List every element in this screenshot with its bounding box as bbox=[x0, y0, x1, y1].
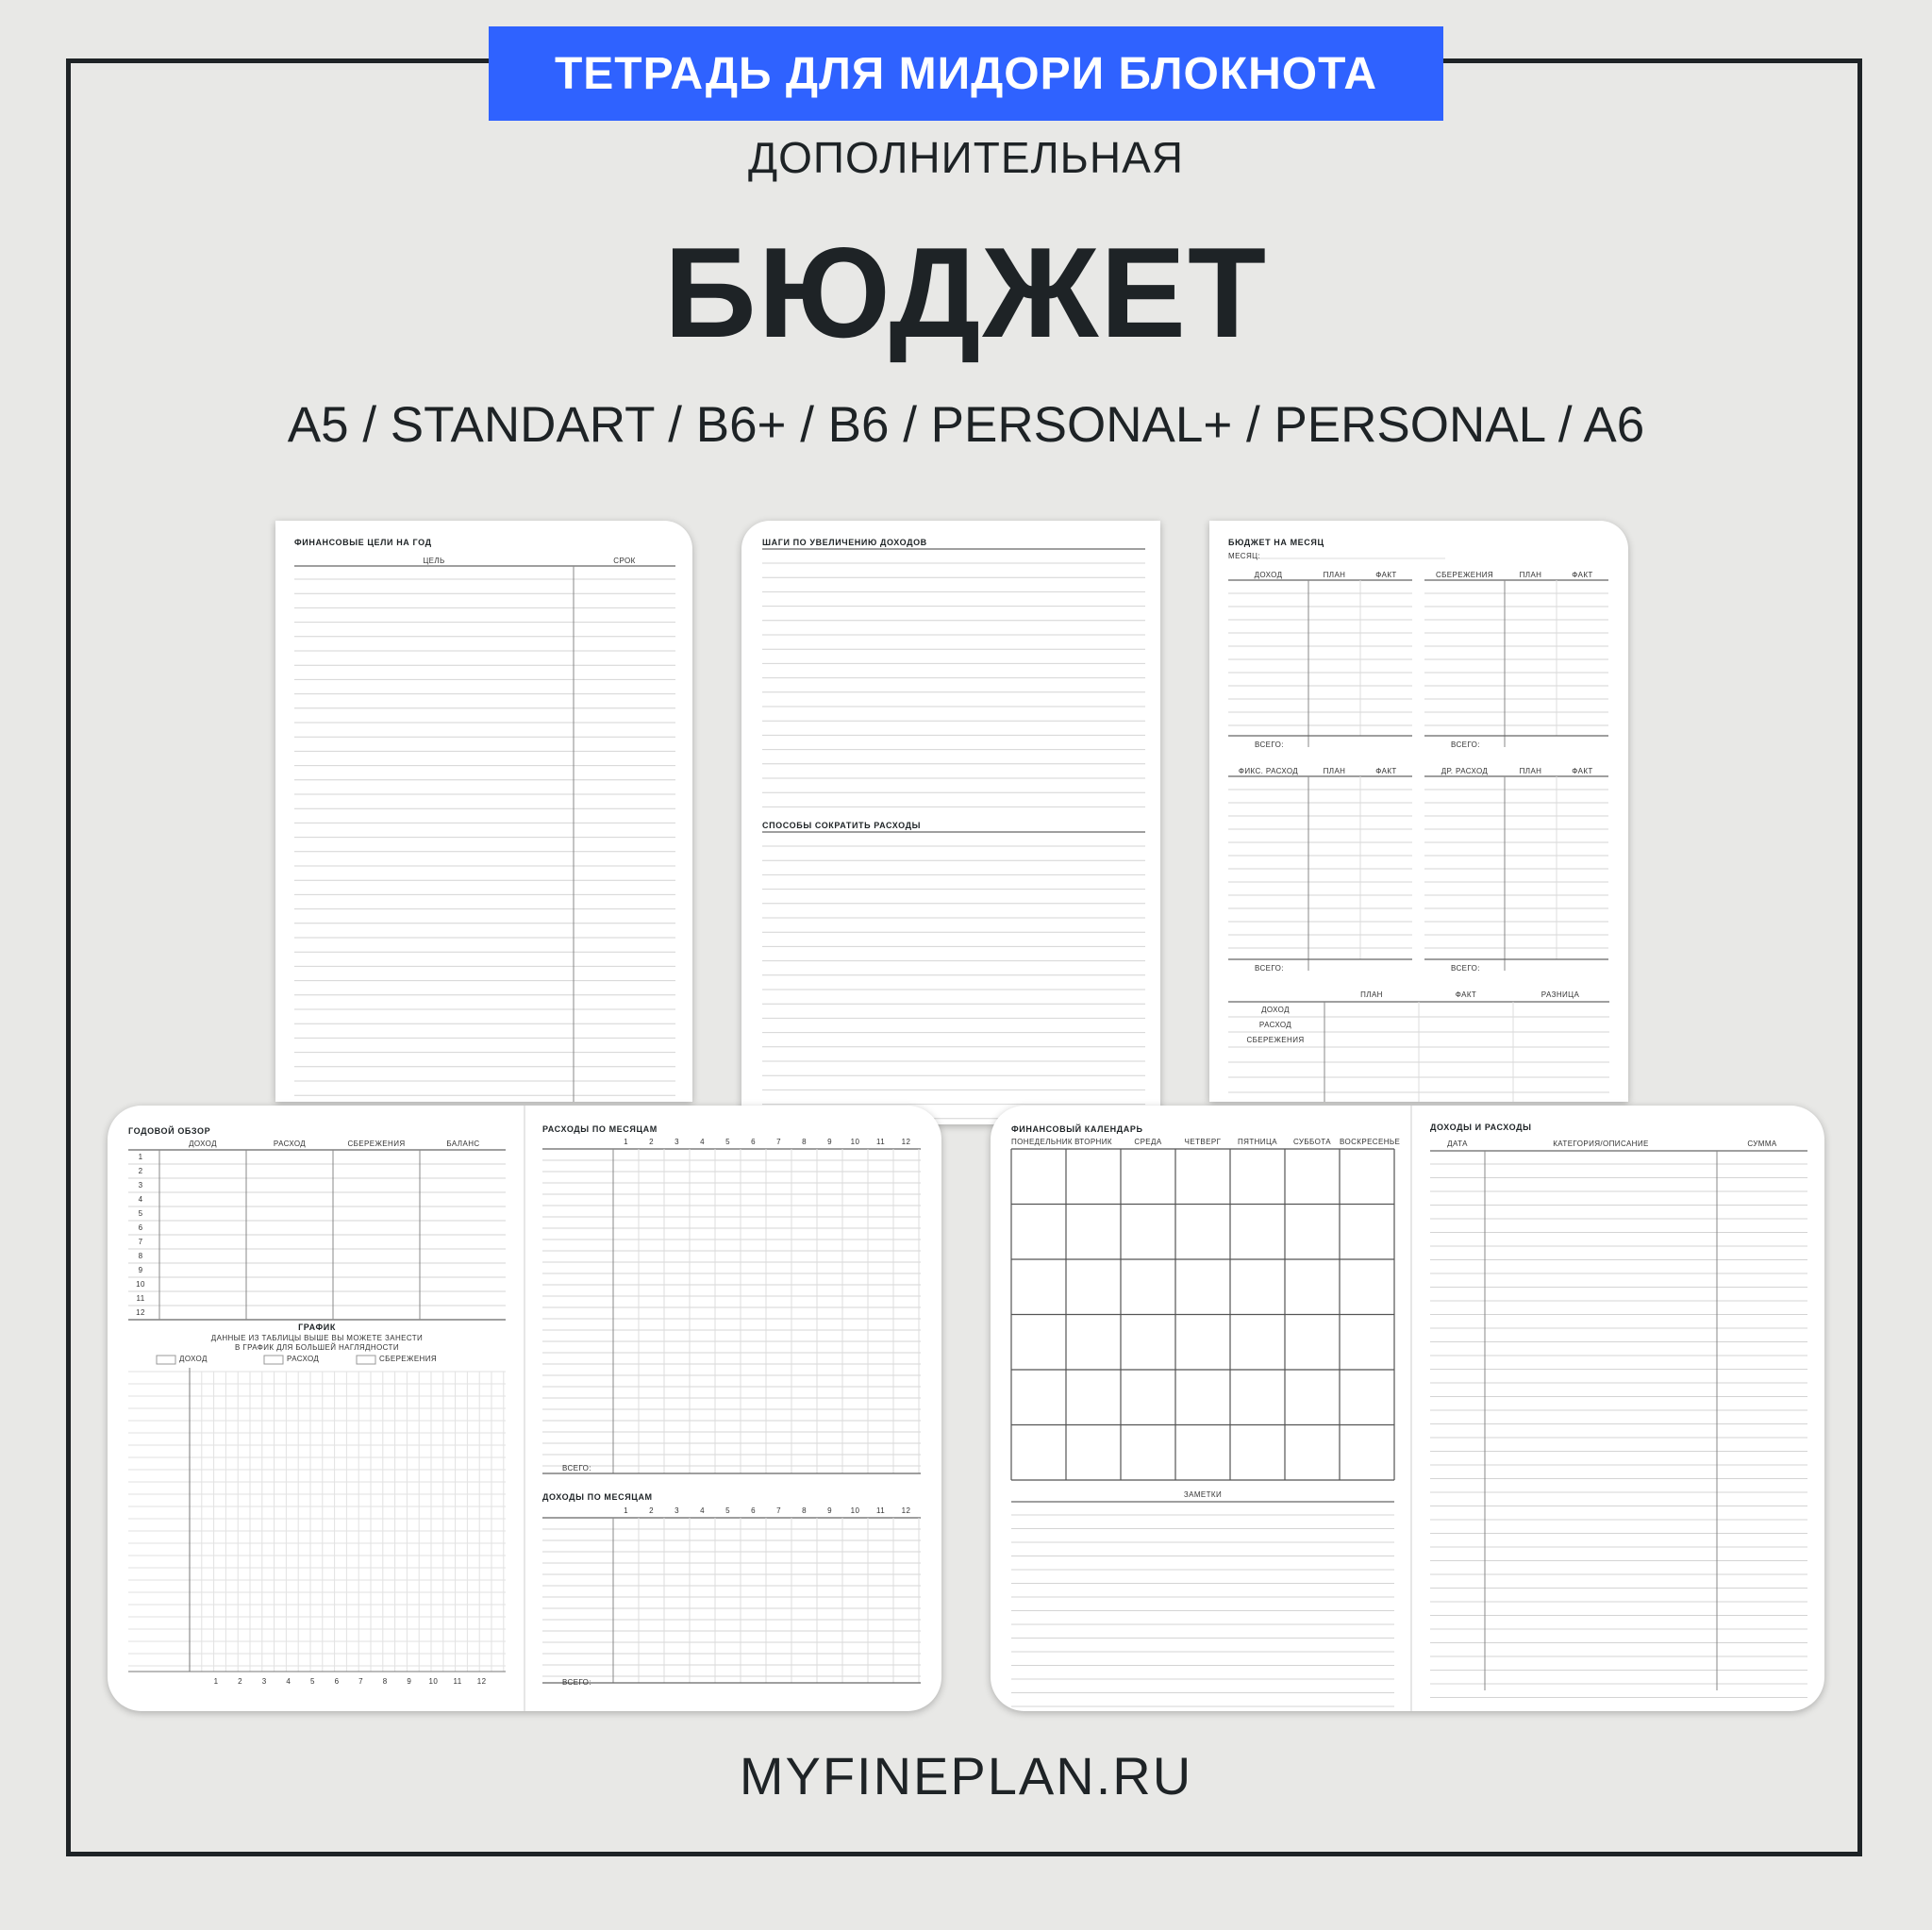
plan-label: ПЛАН bbox=[1519, 767, 1542, 775]
formats-line: A5 / STANDART / B6+ / B6 / PERSONAL+ / PERSONAL / A6 bbox=[287, 397, 1645, 453]
legend-box bbox=[357, 1356, 375, 1364]
month-column-number: 9 bbox=[827, 1506, 832, 1515]
legend-box bbox=[264, 1356, 283, 1364]
graph-x-tick: 1 bbox=[213, 1677, 219, 1686]
graph-x-tick: 9 bbox=[407, 1677, 412, 1686]
overview-row-number: 5 bbox=[138, 1209, 143, 1218]
overview-row-number: 10 bbox=[136, 1280, 145, 1289]
month-column-number: 12 bbox=[901, 1506, 911, 1515]
legend-savings: СБЕРЕЖЕНИЯ bbox=[379, 1355, 438, 1363]
subtitle: ДОПОЛНИТЕЛЬНАЯ bbox=[747, 133, 1184, 182]
monthly-income-heading: ДОХОДЫ ПО МЕСЯЦАМ bbox=[542, 1492, 653, 1502]
graph-note-line1: ДАННЫЕ ИЗ ТАБЛИЦЫ ВЫШЕ ВЫ МОЖЕТЕ ЗАНЕСТИ bbox=[210, 1334, 424, 1342]
page-financial-goals bbox=[275, 521, 692, 1102]
weekday-label: ЧЕТВЕРГ bbox=[1184, 1138, 1222, 1146]
plan-label: ПЛАН bbox=[1519, 571, 1542, 579]
fact-label: ФАКТ bbox=[1375, 767, 1397, 775]
legend-box bbox=[157, 1356, 175, 1364]
spread-annual-overview bbox=[108, 1106, 941, 1711]
fixed-expense-label: ФИКС. РАСХОД bbox=[1238, 767, 1299, 775]
website-url: MYFINEPLAN.RU bbox=[739, 1746, 1193, 1805]
overview-col-balance: БАЛАНС bbox=[446, 1140, 480, 1148]
month-column-number: 5 bbox=[725, 1138, 730, 1146]
total-label: ВСЕГО: bbox=[562, 1464, 591, 1472]
legend-income: ДОХОД bbox=[179, 1355, 208, 1363]
month-column-number: 9 bbox=[827, 1138, 832, 1146]
overview-row-number: 1 bbox=[138, 1153, 143, 1161]
income-steps-heading: ШАГИ ПО УВЕЛИЧЕНИЮ ДОХОДОВ bbox=[762, 538, 927, 547]
month-column-number: 8 bbox=[802, 1506, 807, 1515]
overview-row-number: 2 bbox=[138, 1167, 143, 1175]
goals-heading: ФИНАНСОВЫЕ ЦЕЛИ НА ГОД bbox=[294, 538, 432, 547]
graph-heading: ГРАФИК bbox=[298, 1323, 336, 1332]
total-label: ВСЕГО: bbox=[1255, 964, 1284, 973]
fact-label: ФАКТ bbox=[1572, 767, 1593, 775]
month-column-number: 2 bbox=[649, 1506, 654, 1515]
income-label: ДОХОД bbox=[1254, 571, 1283, 579]
graph-x-tick: 2 bbox=[238, 1677, 243, 1686]
weekday-label: СУББОТА bbox=[1293, 1138, 1331, 1146]
page-income-steps bbox=[741, 521, 1160, 1124]
weekday-label: СРЕДА bbox=[1134, 1138, 1162, 1146]
month-column-number: 10 bbox=[850, 1506, 860, 1515]
goal-column-header: ЦЕЛЬ bbox=[423, 557, 445, 565]
total-label: ВСЕГО: bbox=[1255, 740, 1284, 749]
category-column-header: КАТЕГОРИЯ/ОПИСАНИЕ bbox=[1553, 1140, 1649, 1148]
month-column-number: 10 bbox=[850, 1138, 860, 1146]
weekday-label: ВОСКРЕСЕНЬЕ bbox=[1340, 1138, 1401, 1146]
month-column-number: 8 bbox=[802, 1138, 807, 1146]
graph-x-tick: 8 bbox=[382, 1677, 388, 1686]
amount-column-header: СУММА bbox=[1747, 1140, 1777, 1148]
weekday-label: ПОНЕДЕЛЬНИК bbox=[1011, 1138, 1073, 1146]
month-column-number: 4 bbox=[700, 1506, 705, 1515]
month-column-number: 1 bbox=[624, 1506, 628, 1515]
overview-col-income: ДОХОД bbox=[189, 1140, 217, 1148]
summary-expense: РАСХОД bbox=[1258, 1021, 1292, 1029]
month-column-number: 2 bbox=[649, 1138, 654, 1146]
other-expense-label: ДР. РАСХОД bbox=[1441, 767, 1489, 775]
legend-expense: РАСХОД bbox=[287, 1355, 320, 1363]
overview-row-number: 9 bbox=[138, 1266, 143, 1274]
overview-col-savings: СБЕРЕЖЕНИЯ bbox=[347, 1140, 406, 1148]
graph-x-tick: 5 bbox=[309, 1677, 315, 1686]
overview-row-number: 6 bbox=[138, 1223, 143, 1232]
graph-x-tick: 12 bbox=[476, 1677, 487, 1686]
month-label: МЕСЯЦ: bbox=[1228, 552, 1261, 560]
notes-label: ЗАМЕТКИ bbox=[1183, 1490, 1223, 1499]
fact-label: ФАКТ bbox=[1455, 990, 1477, 999]
plan-label: ПЛАН bbox=[1323, 767, 1346, 775]
overview-col-expense: РАСХОД bbox=[273, 1140, 307, 1148]
month-column-number: 12 bbox=[901, 1138, 911, 1146]
calendar-heading: ФИНАНСОВЫЙ КАЛЕНДАРЬ bbox=[1011, 1124, 1143, 1134]
graph-x-tick: 11 bbox=[453, 1677, 462, 1686]
month-column-number: 6 bbox=[751, 1138, 756, 1146]
total-label: ВСЕГО: bbox=[562, 1678, 591, 1687]
summary-savings: СБЕРЕЖЕНИЯ bbox=[1246, 1036, 1305, 1044]
overview-row-number: 7 bbox=[138, 1238, 143, 1246]
month-column-number: 6 bbox=[751, 1506, 756, 1515]
monthly-budget-heading: БЮДЖЕТ НА МЕСЯЦ bbox=[1228, 538, 1324, 547]
reduce-expenses-heading: СПОСОБЫ СОКРАТИТЬ РАСХОДЫ bbox=[762, 821, 922, 830]
savings-label: СБЕРЕЖЕНИЯ bbox=[1435, 571, 1494, 579]
month-column-number: 5 bbox=[725, 1506, 730, 1515]
overview-row-number: 11 bbox=[136, 1294, 145, 1303]
month-column-number: 4 bbox=[700, 1138, 705, 1146]
total-label: ВСЕГО: bbox=[1451, 740, 1480, 749]
overview-row-number: 8 bbox=[138, 1252, 143, 1260]
month-column-number: 1 bbox=[624, 1138, 628, 1146]
graph-x-tick: 6 bbox=[334, 1677, 340, 1686]
date-column-header: ДАТА bbox=[1447, 1140, 1468, 1148]
graph-x-tick: 10 bbox=[428, 1677, 439, 1686]
weekday-label: ВТОРНИК bbox=[1074, 1138, 1112, 1146]
graph-x-tick: 4 bbox=[286, 1677, 291, 1686]
annual-overview-heading: ГОДОВОЙ ОБЗОР bbox=[128, 1126, 211, 1136]
month-column-number: 3 bbox=[675, 1506, 679, 1515]
month-column-number: 7 bbox=[776, 1138, 781, 1146]
term-column-header: СРОК bbox=[613, 557, 636, 565]
month-column-number: 11 bbox=[875, 1506, 886, 1515]
month-column-number: 7 bbox=[776, 1506, 781, 1515]
plan-label: ПЛАН bbox=[1323, 571, 1346, 579]
page-title: БЮДЖЕТ bbox=[663, 221, 1269, 364]
weekday-label: ПЯТНИЦА bbox=[1238, 1138, 1277, 1146]
summary-income: ДОХОД bbox=[1261, 1006, 1290, 1014]
spread-financial-calendar bbox=[991, 1106, 1824, 1711]
graph-x-tick: 7 bbox=[358, 1677, 364, 1686]
plan-label: ПЛАН bbox=[1360, 990, 1383, 999]
overview-row-number: 12 bbox=[136, 1308, 145, 1317]
graph-x-tick: 3 bbox=[261, 1677, 267, 1686]
overview-row-number: 3 bbox=[138, 1181, 143, 1190]
fact-label: ФАКТ bbox=[1572, 571, 1593, 579]
page-monthly-budget bbox=[1209, 521, 1628, 1102]
income-expenses-heading: ДОХОДЫ И РАСХОДЫ bbox=[1430, 1123, 1532, 1132]
month-column-number: 11 bbox=[875, 1138, 886, 1146]
total-label: ВСЕГО: bbox=[1451, 964, 1480, 973]
month-column-number: 3 bbox=[675, 1138, 679, 1146]
difference-label: РАЗНИЦА bbox=[1541, 990, 1580, 999]
graph-note-line2: В ГРАФИК ДЛЯ БОЛЬШЕЙ НАГЛЯДНОСТИ bbox=[235, 1343, 399, 1352]
banner: ТЕТРАДЬ ДЛЯ МИДОРИ БЛОКНОТА bbox=[489, 26, 1443, 121]
monthly-expenses-heading: РАСХОДЫ ПО МЕСЯЦАМ bbox=[542, 1124, 658, 1134]
fact-label: ФАКТ bbox=[1375, 571, 1397, 579]
overview-row-number: 4 bbox=[138, 1195, 143, 1204]
